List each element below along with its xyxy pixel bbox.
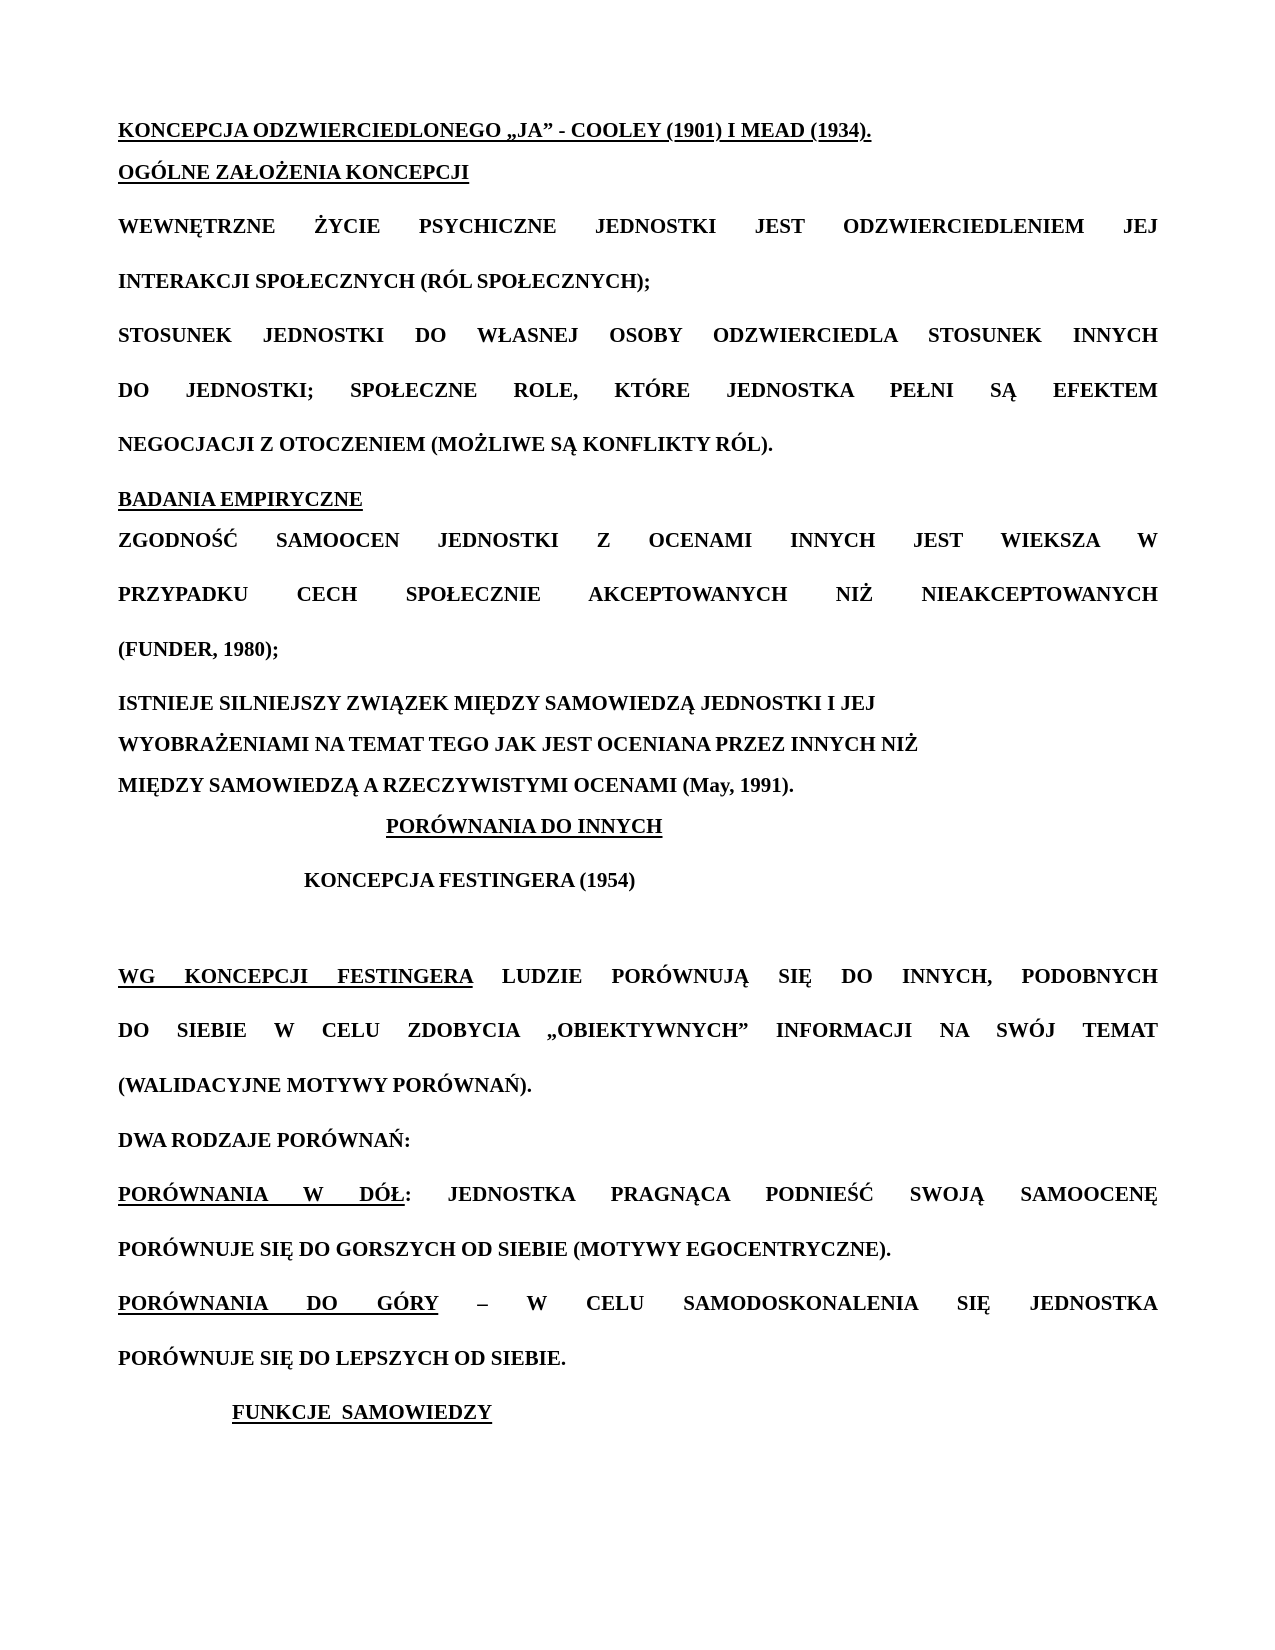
- paragraph-line: MIĘDZY SAMOWIEDZĄ A RZECZYWISTYMI OCENAMI (May, 1991).: [118, 773, 794, 797]
- heading-festinger: KONCEPCJA FESTINGERA (1954): [304, 868, 636, 892]
- paragraph-line: ZGODNOŚĆ SAMOOCEN JEDNOSTKI Z OCENAMI INNYCH JEST WIEKSZA W: [118, 528, 1158, 552]
- underlined-term: PORÓWNANIA W DÓŁ: [118, 1182, 405, 1206]
- subheading-assumptions: OGÓLNE ZAŁOŻENIA KONCEPCJI: [118, 160, 470, 184]
- paragraph-line: DO SIEBIE W CELU ZDOBYCIA „OBIEKTYWNYCH” INFORMACJI NA SWÓJ TEMAT: [118, 1018, 1158, 1042]
- heading-functions: FUNKCJE SAMOWIEDZY: [232, 1400, 493, 1424]
- paragraph-line: DWA RODZAJE PORÓWNAŃ:: [118, 1128, 411, 1152]
- paragraph-line: [118, 963, 1158, 989]
- paragraph-line: PORÓWNUJE SIĘ DO GORSZYCH OD SIEBIE (MOTYWY EGOCENTRYCZNE).: [118, 1237, 892, 1261]
- paragraph-line: ISTNIEJE SILNIEJSZY ZWIĄZEK MIĘDZY SAMOWIEDZĄ JEDNOSTKI I JEJ: [118, 691, 876, 715]
- underlined-term: PORÓWNANIA DO GÓRY: [118, 1291, 439, 1315]
- paragraph-line: (WALIDACYJNE MOTYWY PORÓWNAŃ).: [118, 1073, 532, 1097]
- line-text: : JEDNOSTKA PRAGNĄCA PODNIEŚĆ SWOJĄ SAMOOCENĘ: [404, 1182, 1158, 1206]
- paragraph-line: STOSUNEK JEDNOSTKI DO WŁASNEJ OSOBY ODZWIERCIEDLA STOSUNEK INNYCH: [118, 323, 1158, 347]
- paragraph-line: DO JEDNOSTKI; SPOŁECZNE ROLE, KTÓRE JEDNOSTKA PEŁNI SĄ EFEKTEM: [118, 378, 1158, 402]
- underlined-term: WG KONCEPCJI FESTINGERA: [118, 964, 473, 988]
- paragraph-line: WYOBRAŻENIAMI NA TEMAT TEGO JAK JEST OCENIANA PRZEZ INNYCH NIŻ: [118, 732, 919, 756]
- line-text: LUDZIE PORÓWNUJĄ SIĘ DO INNYCH, PODOBNYCH: [501, 964, 1159, 988]
- heading-comparisons: PORÓWNANIA DO INNYCH: [386, 814, 663, 838]
- paragraph-line: NEGOCJACJI Z OTOCZENIEM (MOŻLIWE SĄ KONFLIKTY RÓL).: [118, 432, 774, 456]
- paragraph-line: PORÓWNUJE SIĘ DO LEPSZYCH OD SIEBIE.: [118, 1346, 567, 1370]
- paragraph-line: [118, 1181, 1158, 1207]
- paragraph-line: PRZYPADKU CECH SPOŁECZNIE AKCEPTOWANYCH NIŻ NIEAKCEPTOWANYCH: [118, 582, 1158, 606]
- paragraph-line: [118, 1290, 1158, 1316]
- paragraph-line: (FUNDER, 1980);: [118, 637, 279, 661]
- subheading-empirical: BADANIA EMPIRYCZNE: [118, 487, 363, 511]
- paragraph-line: WEWNĘTRZNE ŻYCIE PSYCHICZNE JEDNOSTKI JEST ODZWIERCIEDLENIEM JEJ: [118, 214, 1158, 238]
- main-heading: KONCEPCJA ODZWIERCIEDLONEGO „JA” - COOLEY (1901) I MEAD (1934).: [118, 118, 872, 142]
- paragraph-line: INTERAKCJI SPOŁECZNYCH (RÓL SPOŁECZNYCH);: [118, 269, 651, 293]
- line-text: – W CELU SAMODOSKONALENIA SIĘ JEDNOSTKA: [438, 1291, 1158, 1315]
